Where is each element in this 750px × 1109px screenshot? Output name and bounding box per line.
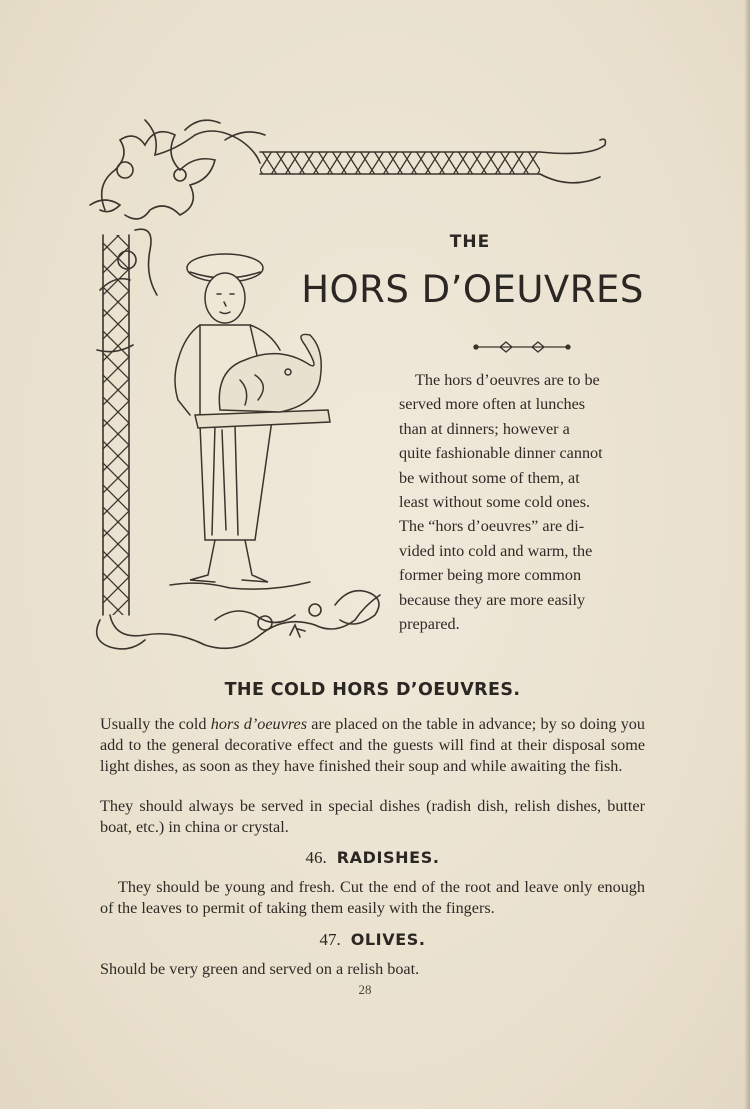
recipe-heading-olives: 47. OLIVES. [319, 930, 426, 949]
cold-hors-doeuvres-paragraph: Usually the cold hors d’oeuvres are placed on the table in advance; by so doing you add to the general decorative effect and the guests will find at their disposal some light dishes, as soon as they have finished their soup and while awaiting the fish. [100, 715, 645, 776]
intro-line: than at dinners; however a [399, 419, 570, 438]
intro-line: be without some of them, at [399, 468, 580, 487]
title-prefix: THE [449, 232, 491, 252]
intro-line: vided into cold and warm, the [399, 541, 593, 560]
section-heading: THE COLD HORS D’OEUVRES. [224, 680, 521, 700]
intro-line: The hors d’oeuvres are to be [415, 371, 600, 389]
page-number: 28 [358, 982, 372, 997]
serving-dishes-paragraph: They should always be served in special dishes (radish dish, relish dishes, butter boat, etc.) in china or crystal. [100, 797, 645, 837]
page-title: HORS D’OEUVRES [301, 268, 644, 311]
olives-paragraph: Should be very green and served on a relish boat. [100, 960, 420, 978]
intro-line: The “hors d’oeuvres” are di- [399, 517, 585, 536]
page-edge-shadow [744, 0, 750, 1109]
radishes-paragraph: They should be young and fresh. Cut the end of the root and leave only enough of the leaves to permit of taking them easily with the fingers. [100, 878, 645, 918]
intro-line: least without some cold ones. [399, 493, 591, 512]
intro-line: prepared. [399, 615, 460, 634]
intro-paragraph [399, 368, 645, 636]
recipe-heading-radishes: 46. RADISHES. [305, 848, 440, 867]
intro-line: because they are more easily [399, 590, 586, 609]
ornamental-divider [472, 340, 572, 354]
intro-line: served more often at lunches [399, 395, 586, 414]
intro-line: former being more common [399, 566, 582, 585]
intro-line: quite fashionable dinner cannot [399, 444, 603, 463]
